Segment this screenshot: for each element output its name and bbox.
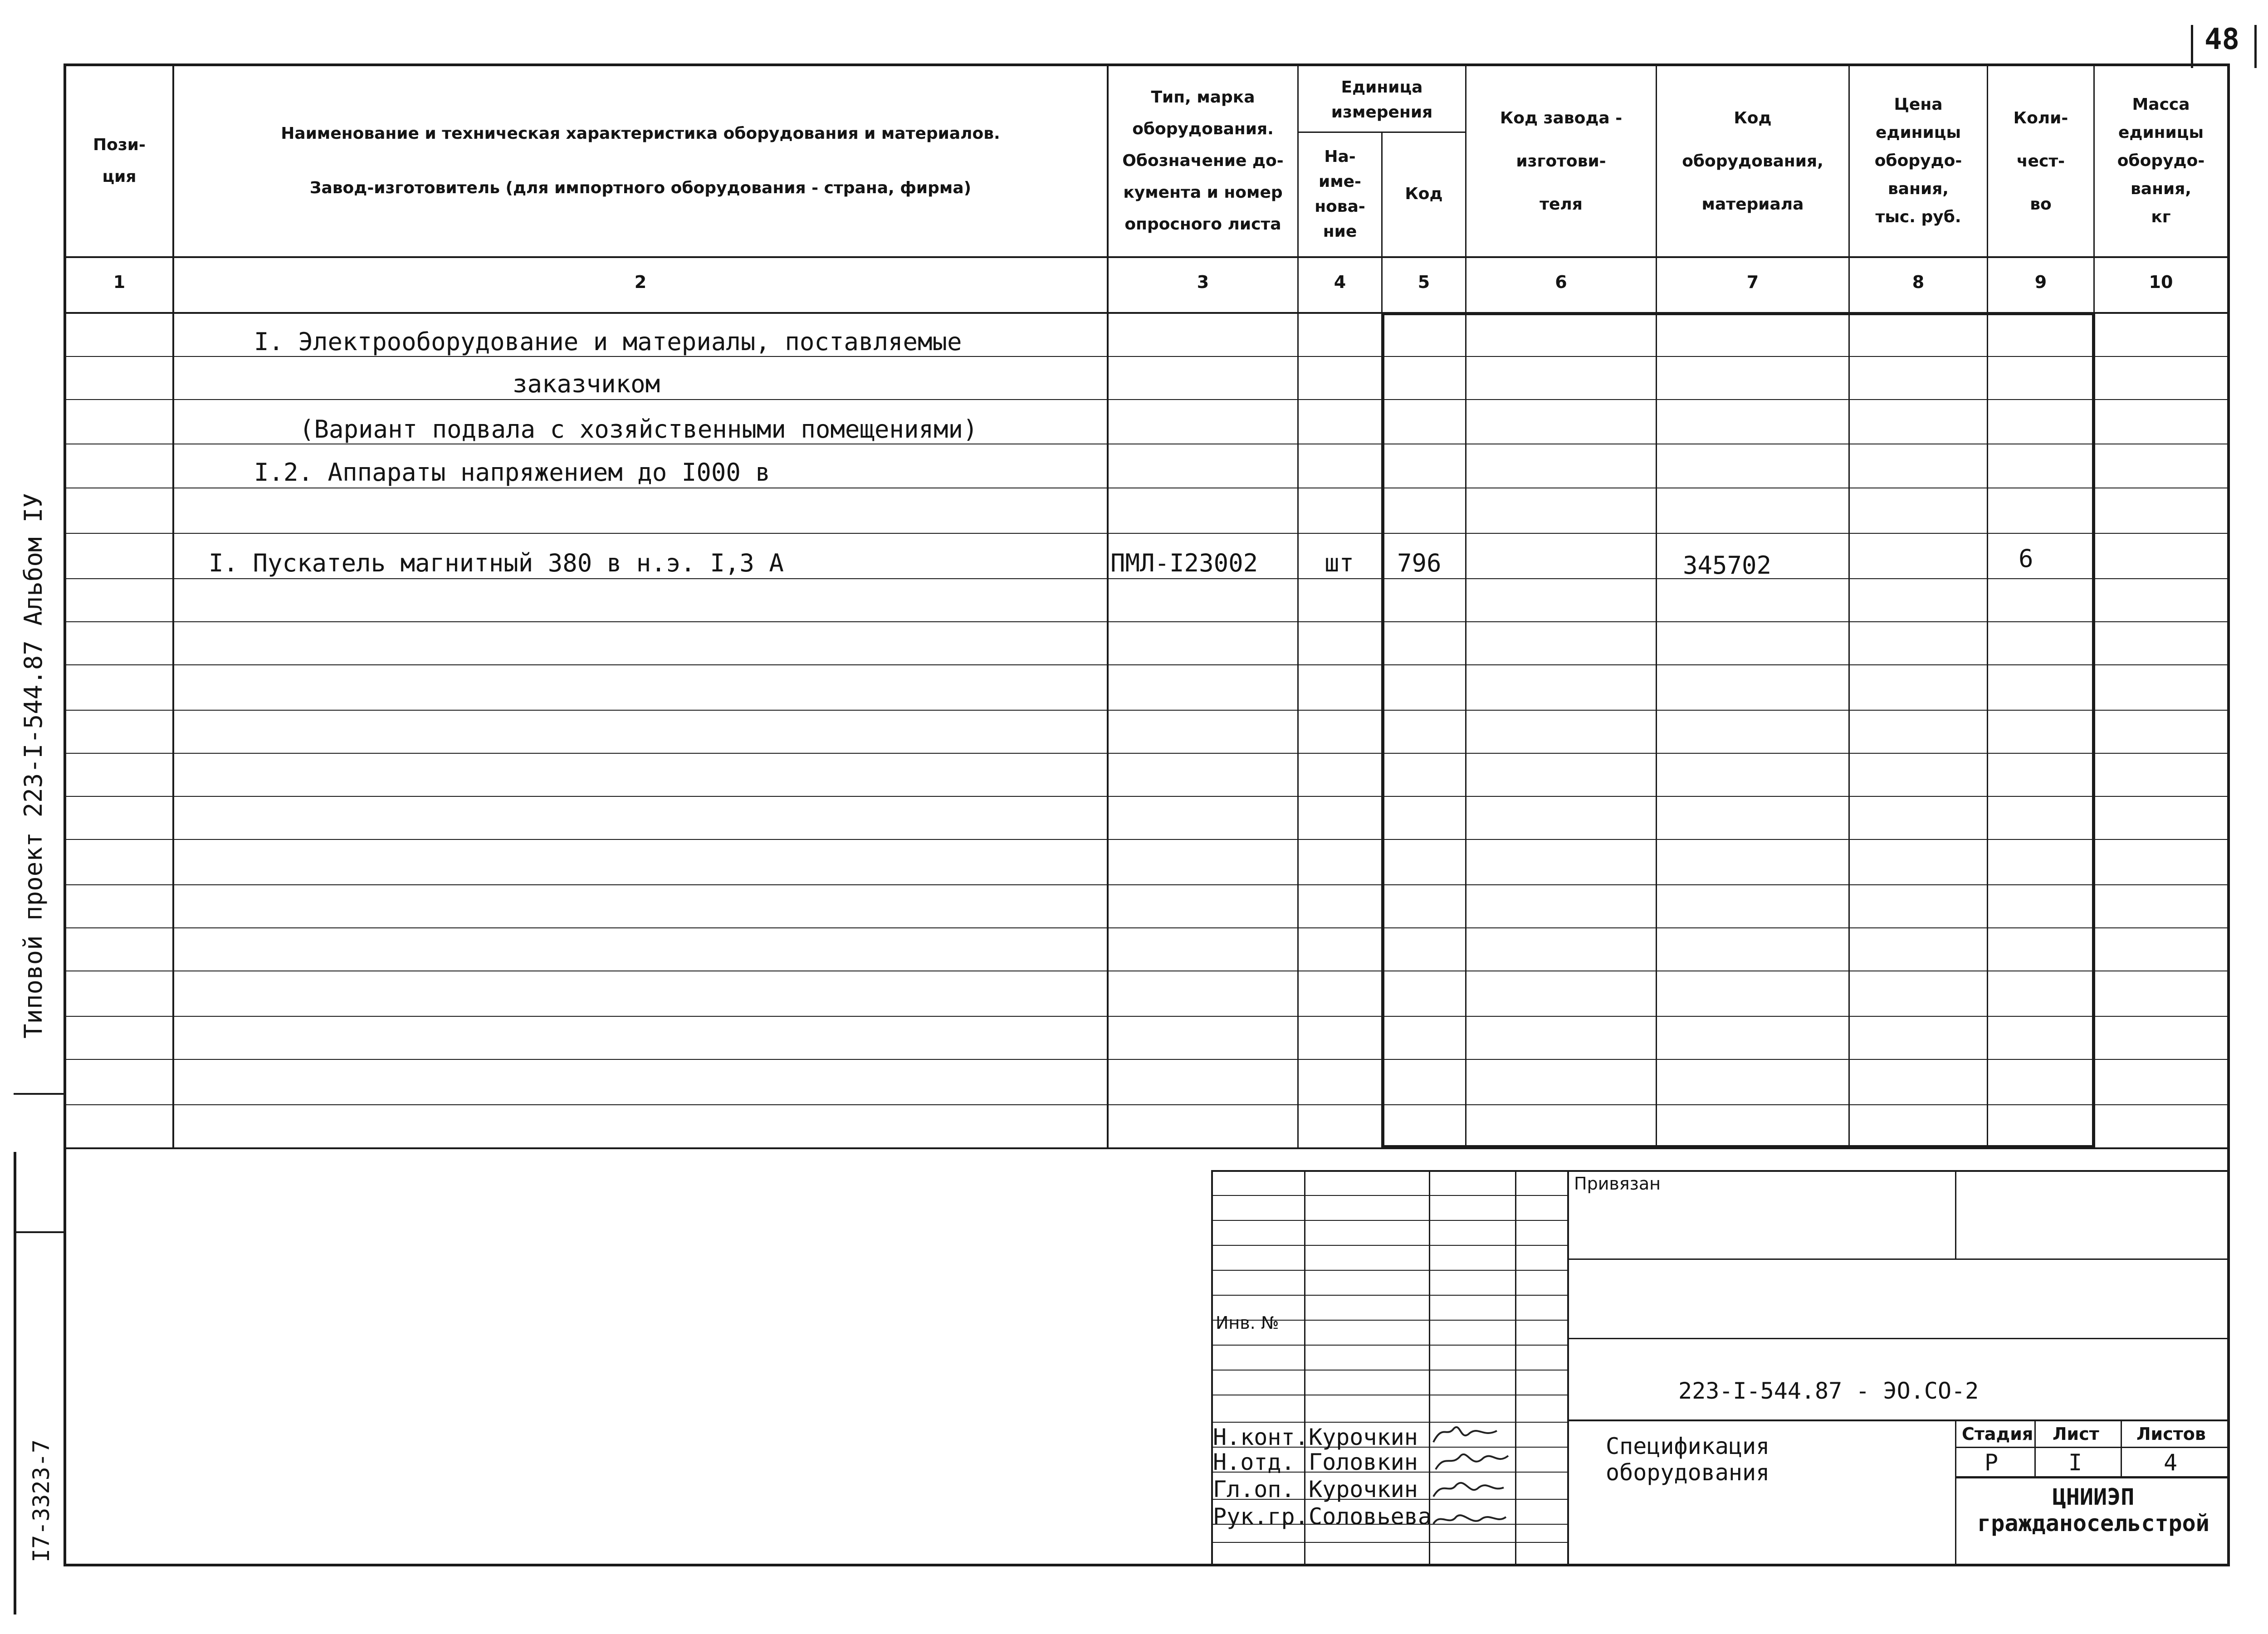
- col-number-1: 1: [113, 272, 126, 292]
- signer-name: Курочкин: [1309, 1476, 1418, 1502]
- row-section-title: I. Электрооборудование и материалы, поставляемые: [254, 327, 962, 356]
- header-name: Наименование и техническая характеристика оборудования и материалов. Завод-изготовитель (для импортного оборудования - страна, фирма): [281, 124, 1000, 197]
- col-number-9: 9: [2034, 272, 2047, 292]
- header-unit-name: На- име- нова- ние: [1315, 147, 1365, 241]
- col-number-5: 5: [1418, 272, 1430, 292]
- col-number-2: 2: [634, 272, 647, 292]
- header-qty: Коли- чест- во: [2013, 108, 2068, 214]
- inventory-label: Инв. №: [1216, 1313, 1279, 1333]
- sheet-value: I: [2068, 1449, 2082, 1476]
- row-item-name: I. Пускатель магнитный 380 в н.э. I,3 А: [209, 549, 784, 577]
- organization: ЦНИИЭП гражданосельстрой: [1977, 1484, 2209, 1536]
- header-type: Тип, марка оборудования. Обозначение до- кумента и номер опросного листа: [1122, 88, 1284, 234]
- row-variant-note: (Вариант подвала с хозяйственными помещениями): [299, 415, 978, 444]
- sheets-value: 4: [2164, 1449, 2178, 1476]
- col-number-10: 10: [2149, 272, 2173, 292]
- header-position: Пози- ция: [93, 136, 146, 186]
- document-code: 223-I-544.87 - ЭО.СО-2: [1678, 1378, 1979, 1404]
- row-item-equip-code: 345702: [1683, 551, 1772, 580]
- bound-label: Привязан: [1574, 1174, 1661, 1194]
- signer-role: Н.конт.: [1213, 1424, 1309, 1450]
- sheets-label: Листов: [2136, 1424, 2206, 1444]
- header-mass: Масса единицы оборудо- вания, кг: [2117, 95, 2205, 226]
- row-subsection-title: I.2. Аппараты напряжением до I000 в: [254, 458, 770, 487]
- header-plant-code: Код завода - изготови- теля: [1500, 108, 1623, 214]
- signer-name: Головкин: [1309, 1449, 1418, 1475]
- signature-marks: [1429, 1419, 1515, 1551]
- header-price: Цена единицы оборудо- вания, тыс. руб.: [1874, 95, 1962, 226]
- signer-role: Рук.гр.: [1213, 1503, 1309, 1530]
- row-item-unit-code: 796: [1397, 549, 1442, 577]
- row-section-title-cont: заказчиком: [513, 370, 660, 398]
- stage-value: Р: [1984, 1449, 1999, 1476]
- inventory-side-stamp: I7-3323-7: [28, 1439, 54, 1562]
- row-item-unit-name: шт: [1325, 549, 1354, 577]
- row-item-type: ПМЛ-I23002: [1110, 549, 1258, 577]
- row-item-qty: 6: [2019, 544, 2033, 573]
- header-equip-code: Код оборудования, материала: [1682, 108, 1823, 214]
- col-number-4: 4: [1334, 272, 1346, 292]
- signer-name: Соловьева: [1309, 1503, 1432, 1530]
- col-number-7: 7: [1746, 272, 1759, 292]
- col-number-8: 8: [1912, 272, 1925, 292]
- signer-name: Курочкин: [1309, 1424, 1418, 1450]
- header-unit-code: Код: [1405, 185, 1443, 203]
- project-side-stamp: Типовой проект 223-I-544.87 Альбом IУ: [19, 493, 48, 1039]
- sheet-label: Лист: [2053, 1424, 2099, 1444]
- stage-label: Стадия: [1962, 1424, 2033, 1444]
- document-title: Спецификация оборудования: [1606, 1433, 1770, 1486]
- col-number-3: 3: [1197, 272, 1209, 292]
- signer-role: Н.отд.: [1213, 1449, 1295, 1475]
- col-number-6: 6: [1555, 272, 1567, 292]
- signer-role: Гл.оп.: [1213, 1476, 1295, 1502]
- page-number: 48: [2204, 23, 2240, 56]
- header-unit-group: Единица измерения: [1331, 78, 1433, 122]
